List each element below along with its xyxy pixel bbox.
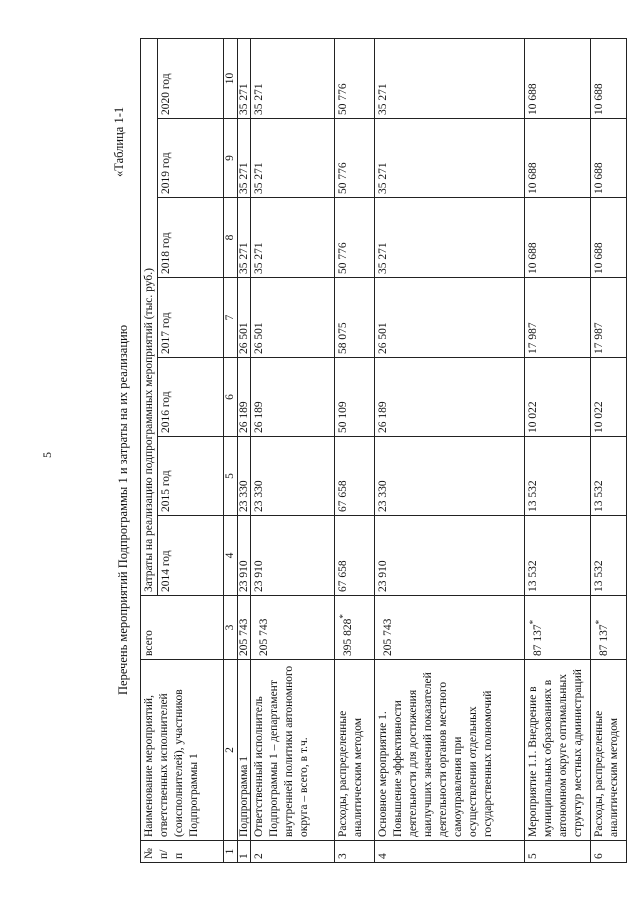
value-2014: 23 910 (251, 516, 335, 596)
header-total: всего (141, 596, 224, 660)
value-2018: 35 271 (375, 198, 525, 278)
header-year-2014: 2014 год (158, 516, 224, 596)
value-2018: 35 271 (238, 198, 251, 278)
column-index-row (224, 39, 238, 863)
header-name: Наименование мероприятий, ответственных исполнителей (соисполнителей), участников Подпрограммы 1 (141, 660, 224, 841)
column-index: 3 (224, 596, 238, 660)
value-2015: 23 330 (238, 437, 251, 516)
value-2017: 17 987 (525, 278, 591, 358)
header-costs-group: Затраты на реализацию подпрограммных мероприятий (тыс. руб.) (141, 39, 158, 596)
value-2015: 23 330 (375, 437, 525, 516)
column-index: 10 (224, 39, 238, 119)
value-2015: 13 532 (591, 437, 627, 516)
value-2019: 10 688 (525, 119, 591, 198)
value-2015: 13 532 (525, 437, 591, 516)
table-row (335, 39, 375, 863)
value-2018: 10 688 (591, 198, 627, 278)
value-2017: 26 501 (238, 278, 251, 358)
header-year-2018: 2018 год (158, 198, 224, 278)
row-number: 2 (251, 841, 335, 863)
value-2016: 10 022 (591, 358, 627, 437)
value-total (591, 596, 627, 660)
row-number: 1 (238, 841, 251, 863)
header-year-2016: 2016 год (158, 358, 224, 437)
header-year-2015: 2015 год (158, 437, 224, 516)
value-2020: 35 271 (251, 39, 335, 119)
column-index: 7 (224, 278, 238, 358)
value-2020: 50 776 (335, 39, 375, 119)
table-label: «Таблица 1-1 (112, 106, 126, 177)
header-number: № п/ п (141, 841, 224, 863)
value-2019: 35 271 (375, 119, 525, 198)
footnote-mark: * (594, 619, 604, 625)
value-2019: 50 776 (335, 119, 375, 198)
header-year-2019: 2019 год (158, 119, 224, 198)
row-number: 6 (591, 841, 627, 863)
table-row (591, 39, 627, 863)
value-text: 205 743 (257, 618, 270, 656)
column-index: 2 (224, 660, 238, 841)
value-2020: 35 271 (238, 39, 251, 119)
row-name: Подпрограмма 1 (238, 660, 251, 841)
value-2018: 50 776 (335, 198, 375, 278)
document-title: Перечень мероприятий Подпрограммы 1 и затраты на их реализацию (116, 324, 130, 695)
value-text: 395 828 (341, 618, 354, 656)
value-2019: 10 688 (591, 119, 627, 198)
column-index: 8 (224, 198, 238, 278)
value-total (251, 596, 335, 660)
value-total (525, 596, 591, 660)
value-2017: 26 501 (251, 278, 335, 358)
value-2014: 13 532 (591, 516, 627, 596)
value-text: 205 743 (381, 618, 394, 656)
column-index: 1 (224, 841, 238, 863)
value-2016: 26 189 (238, 358, 251, 437)
value-2014: 23 910 (238, 516, 251, 596)
table-row (251, 39, 335, 863)
value-total (375, 596, 525, 660)
value-2017: 17 987 (591, 278, 627, 358)
row-number: 5 (525, 841, 591, 863)
column-index: 5 (224, 437, 238, 516)
value-2019: 35 271 (238, 119, 251, 198)
costs-table (140, 38, 627, 863)
footnote-mark: * (338, 614, 348, 619)
row-number: 3 (335, 841, 375, 863)
header-year-2017: 2017 год (158, 278, 224, 358)
value-2020: 35 271 (375, 39, 525, 119)
row-name: Мероприятие 1.1. Внедрение в муниципальных образованиях в автономном округе оптимальных структур местных администраций (525, 660, 591, 841)
value-2020: 10 688 (591, 39, 627, 119)
table-row-subprogram (238, 39, 251, 863)
value-2017: 58 075 (335, 278, 375, 358)
value-2014: 67 658 (335, 516, 375, 596)
value-2015: 23 330 (251, 437, 335, 516)
value-total: 205 743 (238, 596, 251, 660)
column-index: 4 (224, 516, 238, 596)
value-2018: 35 271 (251, 198, 335, 278)
row-name: Основное мероприятие 1. Повышение эффективности деятельности для достижения наилучших значений показателей деятельности органов местного самоуправления при осуществлении отдельных государственных полномочий (375, 660, 525, 841)
value-2015: 67 658 (335, 437, 375, 516)
header-year-2020: 2020 год (158, 39, 224, 119)
value-2016: 26 189 (251, 358, 335, 437)
value-text: 87 137 (597, 624, 610, 656)
value-2016: 26 189 (375, 358, 525, 437)
row-name: Расходы, распределенные аналитическим методом (591, 660, 627, 841)
value-2020: 10 688 (525, 39, 591, 119)
value-2016: 10 022 (525, 358, 591, 437)
page-number: 5 (40, 452, 54, 458)
value-text: 87 137 (531, 624, 544, 656)
row-number: 4 (375, 841, 525, 863)
column-index: 9 (224, 119, 238, 198)
column-index: 6 (224, 358, 238, 437)
row-name: Ответственный исполнитель Подпрограммы 1 – департамент внутренней политики автономного округа – всего, в т.ч. (251, 660, 335, 841)
table-row (525, 39, 591, 863)
value-2017: 26 501 (375, 278, 525, 358)
value-2014: 13 532 (525, 516, 591, 596)
value-2018: 10 688 (525, 198, 591, 278)
value-2016: 50 109 (335, 358, 375, 437)
value-total (335, 596, 375, 660)
footnote-mark: * (528, 619, 538, 625)
value-2014: 23 910 (375, 516, 525, 596)
row-name: Расходы, распределенные аналитическим методом (335, 660, 375, 841)
value-2019: 35 271 (251, 119, 335, 198)
table-row (375, 39, 525, 863)
